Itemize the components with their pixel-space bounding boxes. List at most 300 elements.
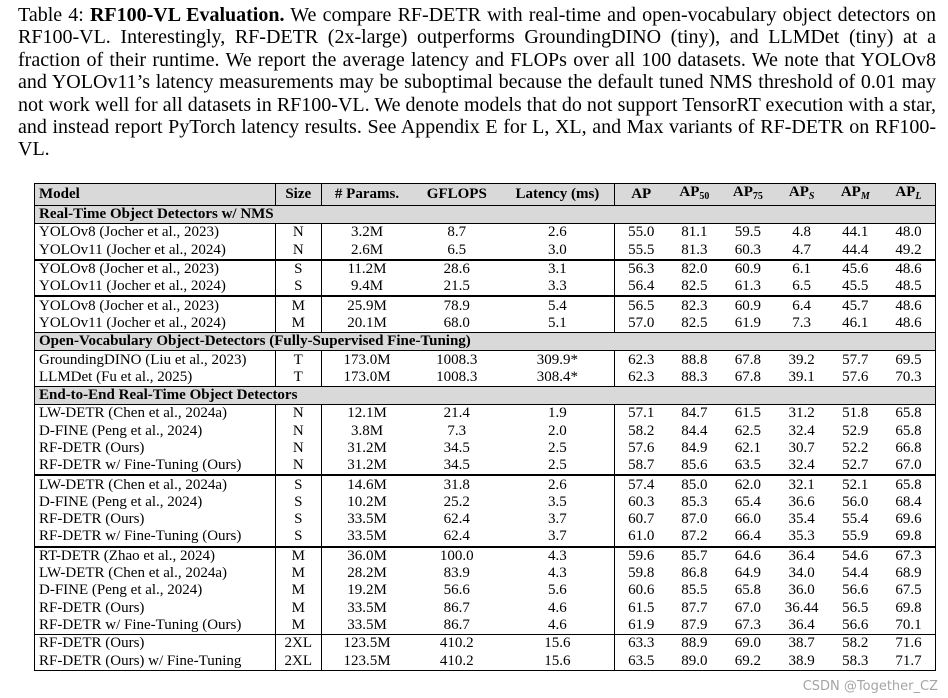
cell-model: GroundingDINO (Liu et al., 2023) [35, 351, 276, 369]
cell-params: 33.5M [347, 528, 387, 545]
table-row [35, 405, 936, 423]
cell-latency: 4.3 [501, 565, 614, 582]
cell-size: S [276, 475, 322, 493]
cell-aps: 6.5 [792, 278, 812, 295]
cell-model: RF-DETR (Ours) [35, 600, 276, 617]
cell-gflops: 21.4 [443, 405, 470, 422]
cell-params: 31.2M [347, 440, 387, 456]
caption-label: Table 4: [18, 4, 90, 26]
cell-latency: 3.7 [501, 511, 614, 528]
table-row [35, 565, 936, 582]
cell-ap50: 87.2 [681, 528, 708, 545]
cell-params: 9.4M [350, 278, 384, 295]
cell-aps: 36.44 [784, 599, 819, 616]
cell-size: M [276, 315, 322, 333]
cell-ap50: 88.8 [681, 351, 708, 368]
header-aps-sub-text: S [808, 191, 815, 202]
cell-apl: 69.5 [882, 351, 936, 369]
table-row [35, 351, 936, 369]
cell-ap: 63.5 [614, 652, 667, 670]
cell-ap: 57.4 [614, 475, 667, 493]
cell-gflops: 1008.3 [436, 351, 478, 368]
table-row [35, 547, 936, 565]
cell-gflops: 6.5 [447, 241, 467, 258]
cell-params: 173.0M [343, 351, 391, 368]
cell-size: S [276, 528, 322, 546]
table-row [35, 528, 936, 546]
cell-gflops: 78.9 [412, 296, 501, 314]
cell-aps: 36.4 [788, 616, 815, 633]
cell-apm: 56.5 [842, 599, 869, 616]
cell-model: YOLOv11 (Jocher et al., 2024) [35, 278, 276, 296]
cell-latency: 15.6 [501, 635, 614, 653]
cell-aps: 36.4 [775, 547, 829, 565]
cell-ap75: 67.8 [734, 351, 762, 368]
header-gflops: GFLOPS [412, 184, 501, 206]
cell-ap50: 82.5 [681, 278, 708, 295]
cell-ap: 57.1 [628, 405, 655, 422]
section-row [35, 386, 936, 404]
cell-apl: 65.8 [882, 475, 936, 493]
cell-latency: 5.1 [501, 315, 614, 333]
cell-latency: 15.6 [501, 652, 614, 670]
header-ap75 [721, 184, 774, 206]
table-row [35, 224, 936, 242]
cell-size: T [276, 351, 322, 369]
cell-aps: 32.4 [788, 457, 815, 474]
cell-gflops: 1008.3 [436, 368, 478, 385]
caption-body: We compare RF-DETR with real-time and open-vocabulary object detectors on RF100-VL. Interestingly, RF-DETR (2x-large) outperforms GroundingDINO (tiny), and LLMDet (tiny) at a fraction of their runtime. We report the average latency and FLOPs over all 100 datasets. We note that YOLOv8 and YOLOv11’s latency measurements may be suboptimal because the default tuned NMS threshold of 0.01 may not work well for all datasets in RF100-VL. We denote models that do not support TensorRT execution with a star, and instead report PyTorch latency results. See Appendix E for L, XL, and Max variants of RF-DETR on RF100-VL. [18, 4, 937, 161]
cell-apm: 45.5 [842, 278, 869, 295]
cell-size: S [276, 260, 322, 278]
cell-apl: 67.5 [882, 582, 936, 599]
cell-model: YOLOv11 (Jocher et al., 2024) [35, 315, 276, 333]
header-aps [775, 184, 829, 206]
header-apl-sub-text: L [915, 191, 922, 202]
cell-ap: 60.7 [628, 511, 655, 528]
cell-model: LW-DETR (Chen et al., 2024a) [35, 565, 276, 582]
table-row [35, 423, 936, 440]
table-row [35, 315, 936, 333]
cell-ap50: 85.3 [681, 493, 708, 510]
cell-ap50: 85.0 [668, 475, 721, 493]
cell-model: YOLOv8 (Jocher et al., 2023) [35, 224, 276, 242]
table-row [35, 296, 936, 314]
cell-gflops: 34.5 [443, 440, 470, 456]
section-row [35, 333, 936, 351]
cell-aps: 35.4 [788, 511, 815, 528]
header-size: Size [276, 184, 322, 206]
cell-apm: 54.4 [842, 565, 869, 582]
cell-ap: 59.6 [614, 547, 667, 565]
cell-gflops: 100.0 [412, 547, 501, 565]
cell-ap50: 81.1 [681, 224, 708, 241]
cell-gflops: 25.2 [443, 493, 470, 510]
cell-ap: 57.6 [628, 440, 655, 456]
cell-size: N [276, 224, 322, 242]
cell-model: YOLOv8 (Jocher et al., 2023) [35, 260, 276, 278]
cell-model: D-FINE (Peng et al., 2024) [35, 494, 276, 511]
cell-gflops: 8.7 [447, 224, 467, 241]
header-apl-text: AP [895, 184, 916, 200]
cell-apl: 48.0 [882, 224, 936, 242]
table-row [35, 278, 936, 296]
cell-gflops: 7.3 [447, 422, 467, 439]
cell-ap50: 85.7 [668, 547, 721, 565]
cell-size: 2XL [276, 635, 322, 653]
cell-apl: 65.8 [882, 423, 936, 440]
cell-latency: 3.1 [501, 260, 614, 278]
cell-ap75: 65.4 [734, 493, 762, 510]
cell-gflops: 86.7 [443, 616, 470, 633]
cell-ap: 60.3 [628, 493, 655, 510]
cell-apm: 52.1 [829, 475, 882, 493]
cell-apl: 71.6 [882, 635, 936, 653]
section-title: End-to-End Real-Time Object Detectors [35, 386, 936, 404]
cell-aps: 31.2 [788, 405, 815, 422]
cell-ap75: 60.3 [734, 241, 762, 258]
cell-model: RF-DETR (Ours) w/ Fine-Tuning [35, 652, 276, 670]
cell-apl: 69.8 [882, 600, 936, 617]
cell-ap: 61.5 [628, 599, 655, 616]
cell-apl: 71.7 [882, 652, 936, 670]
cell-ap75: 61.9 [734, 314, 762, 331]
cell-size: N [276, 457, 322, 475]
cell-size: N [276, 423, 322, 440]
cell-ap75: 69.2 [721, 652, 774, 670]
cell-ap: 60.6 [628, 582, 655, 599]
cell-ap50: 84.4 [681, 422, 708, 439]
cell-model: RF-DETR (Ours) [35, 511, 276, 528]
header-aps-sub [809, 191, 815, 202]
cell-latency: 2.6 [501, 475, 614, 493]
cell-ap75: 64.9 [734, 565, 762, 582]
cell-gflops: 410.2 [412, 635, 501, 653]
cell-apm: 45.6 [829, 260, 882, 278]
cell-ap75: 62.0 [721, 475, 774, 493]
table-row [35, 242, 936, 260]
cell-apm: 44.4 [842, 241, 869, 258]
cell-ap75: 59.5 [734, 224, 762, 241]
cell-params: 25.9M [321, 296, 412, 314]
cell-ap: 56.3 [614, 260, 667, 278]
cell-aps: 34.0 [788, 565, 815, 582]
cell-aps: 7.3 [792, 314, 812, 331]
cell-params: 12.1M [347, 405, 387, 422]
cell-aps: 36.0 [788, 582, 815, 599]
cell-apl: 67.0 [882, 457, 936, 475]
cell-ap: 63.3 [614, 635, 667, 653]
cell-aps: 39.2 [788, 351, 815, 368]
header-apm-sub [861, 191, 870, 202]
cell-apl: 48.5 [882, 278, 936, 296]
cell-params: 28.2M [347, 565, 387, 582]
header-ap50-text: AP [679, 184, 700, 200]
cell-model: RF-DETR w/ Fine-Tuning (Ours) [35, 617, 276, 635]
cell-params: 3.8M [350, 422, 384, 439]
table-row [35, 582, 936, 599]
cell-params: 33.5M [347, 616, 387, 633]
cell-apl: 48.6 [882, 260, 936, 278]
cell-size: M [276, 600, 322, 617]
table-row [35, 369, 936, 387]
cell-ap50: 85.6 [681, 457, 708, 474]
cell-apl: 65.8 [882, 405, 936, 423]
table-row [35, 260, 936, 278]
cell-ap75: 67.8 [734, 368, 762, 385]
table-row [35, 600, 936, 617]
cell-latency: 5.6 [501, 582, 614, 599]
cell-model: D-FINE (Peng et al., 2024) [35, 582, 276, 599]
table-row [35, 652, 936, 670]
cell-apm: 55.9 [842, 528, 869, 545]
cell-latency: 2.5 [501, 457, 614, 475]
cell-ap: 62.3 [628, 351, 655, 368]
table-caption [18, 4, 936, 161]
cell-aps: 4.8 [792, 224, 812, 241]
cell-gflops: 31.8 [412, 475, 501, 493]
cell-size: 2XL [276, 652, 322, 670]
table-row [35, 511, 936, 528]
cell-ap75: 64.6 [721, 547, 774, 565]
cell-latency: 5.4 [501, 296, 614, 314]
cell-gflops: 34.5 [443, 457, 470, 474]
cell-ap75: 63.5 [734, 457, 762, 474]
cell-latency: 2.6 [501, 224, 614, 242]
cell-apm: 57.7 [842, 351, 869, 368]
cell-latency: 308.4* [501, 369, 614, 387]
cell-apm: 52.9 [842, 422, 869, 439]
cell-params: 3.2M [350, 224, 384, 241]
cell-apm: 54.6 [829, 547, 882, 565]
cell-ap50: 87.0 [681, 511, 708, 528]
cell-params: 10.2M [347, 493, 387, 510]
cell-latency: 3.3 [501, 278, 614, 296]
cell-apl: 66.8 [882, 440, 936, 457]
cell-ap75: 65.8 [734, 582, 762, 599]
cell-gflops: 410.2 [412, 652, 501, 670]
table-body [35, 206, 936, 671]
cell-ap50: 84.9 [681, 440, 708, 456]
cell-apm: 52.7 [842, 457, 869, 474]
cell-gflops: 56.6 [443, 582, 470, 599]
cell-latency: 4.6 [501, 600, 614, 617]
header-latency: Latency (ms) [501, 184, 614, 206]
cell-apl: 49.2 [882, 242, 936, 260]
cell-params: 123.5M [321, 635, 412, 653]
header-row [35, 184, 936, 206]
cell-ap75: 62.1 [734, 440, 762, 456]
cell-ap: 59.8 [628, 565, 655, 582]
cell-apm: 58.2 [829, 635, 882, 653]
cell-gflops: 86.7 [443, 599, 470, 616]
table-row [35, 617, 936, 635]
cell-ap: 58.2 [628, 422, 655, 439]
cell-aps: 35.3 [788, 528, 815, 545]
header-model: Model [35, 184, 276, 206]
cell-size: M [276, 565, 322, 582]
cell-ap: 55.5 [628, 241, 655, 258]
cell-model: LW-DETR (Chen et al., 2024a) [35, 475, 276, 493]
cell-apl: 48.6 [882, 296, 936, 314]
cell-latency: 3.5 [501, 494, 614, 511]
cell-aps: 4.7 [792, 241, 812, 258]
cell-apm: 56.6 [842, 616, 869, 633]
cell-params: 2.6M [350, 241, 384, 258]
header-apl [882, 184, 936, 206]
cell-apl: 69.6 [882, 511, 936, 528]
cell-ap75: 67.0 [734, 599, 762, 616]
cell-latency: 4.3 [501, 547, 614, 565]
cell-apm: 55.4 [842, 511, 869, 528]
cell-aps: 6.4 [775, 296, 829, 314]
cell-ap75: 66.4 [734, 528, 762, 545]
cell-model: RF-DETR w/ Fine-Tuning (Ours) [35, 457, 276, 475]
cell-size: M [276, 296, 322, 314]
cell-ap50: 81.3 [681, 241, 708, 258]
header-ap: AP [614, 184, 667, 206]
cell-size: N [276, 440, 322, 457]
cell-ap50: 82.5 [681, 314, 708, 331]
cell-params: 33.5M [347, 599, 387, 616]
table-row [35, 494, 936, 511]
cell-latency: 2.0 [501, 423, 614, 440]
cell-model: LW-DETR (Chen et al., 2024a) [35, 405, 276, 423]
section-row [35, 206, 936, 224]
cell-aps: 32.4 [788, 422, 815, 439]
cell-params: 31.2M [347, 457, 387, 474]
header-ap50 [668, 184, 721, 206]
cell-apl: 70.1 [882, 617, 936, 635]
cell-ap75: 69.0 [721, 635, 774, 653]
cell-apm: 44.1 [842, 224, 869, 241]
watermark: CSDN @Together_CZ [802, 679, 938, 694]
cell-aps: 6.1 [775, 260, 829, 278]
cell-latency: 3.7 [501, 528, 614, 546]
cell-ap50: 87.7 [681, 599, 708, 616]
cell-ap: 61.0 [628, 528, 655, 545]
table-row [35, 457, 936, 475]
cell-latency: 4.6 [501, 617, 614, 635]
cell-gflops: 62.4 [443, 528, 470, 545]
cell-gflops: 21.5 [443, 278, 470, 295]
cell-ap: 57.0 [628, 314, 655, 331]
table-row [35, 635, 936, 653]
header-ap75-sub: 75 [752, 191, 763, 202]
cell-params: 19.2M [347, 582, 387, 599]
cell-ap50: 88.3 [681, 368, 708, 385]
cell-params: 173.0M [343, 368, 391, 385]
header-apm-text: AP [840, 184, 861, 200]
cell-ap75: 60.9 [721, 296, 774, 314]
cell-ap75: 61.3 [734, 278, 762, 295]
cell-params: 11.2M [321, 260, 412, 278]
cell-ap: 56.5 [614, 296, 667, 314]
cell-model: RF-DETR (Ours) [35, 440, 276, 457]
cell-apl: 68.9 [882, 565, 936, 582]
header-params: # Params. [321, 184, 412, 206]
cell-ap75: 61.5 [734, 405, 762, 422]
cell-size: N [276, 405, 322, 423]
section-title: Real-Time Object Detectors w/ NMS [35, 206, 936, 224]
cell-params: 36.0M [321, 547, 412, 565]
cell-model: YOLOv8 (Jocher et al., 2023) [35, 296, 276, 314]
cell-size: N [276, 242, 322, 260]
cell-ap50: 84.7 [681, 405, 708, 422]
cell-latency: 1.9 [501, 405, 614, 423]
cell-apm: 46.1 [842, 314, 869, 331]
header-ap75-text: AP [732, 184, 753, 200]
cell-gflops: 62.4 [443, 511, 470, 528]
cell-apm: 45.7 [829, 296, 882, 314]
cell-aps: 36.6 [788, 493, 815, 510]
header-apm [829, 184, 882, 206]
cell-ap50: 86.8 [681, 565, 708, 582]
header-apm-sub-text: M [860, 191, 870, 202]
cell-size: S [276, 494, 322, 511]
cell-apm: 58.3 [829, 652, 882, 670]
cell-ap: 61.9 [628, 616, 655, 633]
cell-aps: 32.1 [775, 475, 829, 493]
cell-apm: 51.8 [842, 405, 869, 422]
cell-ap50: 87.9 [681, 616, 708, 633]
cell-params: 14.6M [321, 475, 412, 493]
cell-params: 20.1M [347, 314, 387, 331]
cell-apl: 68.4 [882, 494, 936, 511]
cell-model: RF-DETR w/ Fine-Tuning (Ours) [35, 528, 276, 546]
cell-apl: 67.3 [882, 547, 936, 565]
cell-ap: 56.4 [628, 278, 655, 295]
cell-size: M [276, 547, 322, 565]
cell-ap50: 82.0 [668, 260, 721, 278]
caption-title: RF100-VL Evaluation. [89, 4, 285, 26]
cell-size: T [276, 369, 322, 387]
cell-apm: 57.6 [842, 368, 869, 385]
cell-ap50: 89.0 [668, 652, 721, 670]
header-ap50-sub: 50 [699, 191, 710, 202]
cell-model: LLMDet (Fu et al., 2025) [35, 369, 276, 387]
cell-size: M [276, 617, 322, 635]
cell-ap50: 85.5 [681, 582, 708, 599]
cell-ap75: 62.5 [734, 422, 762, 439]
cell-model: RT-DETR (Zhao et al., 2024) [35, 547, 276, 565]
cell-model: D-FINE (Peng et al., 2024) [35, 423, 276, 440]
cell-ap75: 67.3 [734, 616, 762, 633]
cell-model: RF-DETR (Ours) [35, 635, 276, 653]
cell-latency: 3.0 [501, 242, 614, 260]
cell-ap: 62.3 [628, 368, 655, 385]
cell-gflops: 68.0 [443, 314, 470, 331]
cell-ap: 55.0 [628, 224, 655, 241]
cell-apl: 69.8 [882, 528, 936, 546]
section-title: Open-Vocabulary Object-Detectors (Fully-Supervised Fine-Tuning) [35, 333, 936, 351]
cell-ap: 58.7 [628, 457, 655, 474]
cell-aps: 39.1 [788, 368, 815, 385]
cell-size: S [276, 511, 322, 528]
cell-ap50: 88.9 [668, 635, 721, 653]
cell-aps: 38.9 [775, 652, 829, 670]
table-row [35, 440, 936, 457]
cell-ap75: 60.9 [721, 260, 774, 278]
cell-params: 33.5M [347, 511, 387, 528]
header-aps-text: AP [788, 184, 809, 200]
cell-apl: 70.3 [882, 369, 936, 387]
cell-aps: 30.7 [788, 440, 815, 456]
cell-size: S [276, 278, 322, 296]
cell-size: M [276, 582, 322, 599]
table-row [35, 475, 936, 493]
cell-aps: 38.7 [775, 635, 829, 653]
